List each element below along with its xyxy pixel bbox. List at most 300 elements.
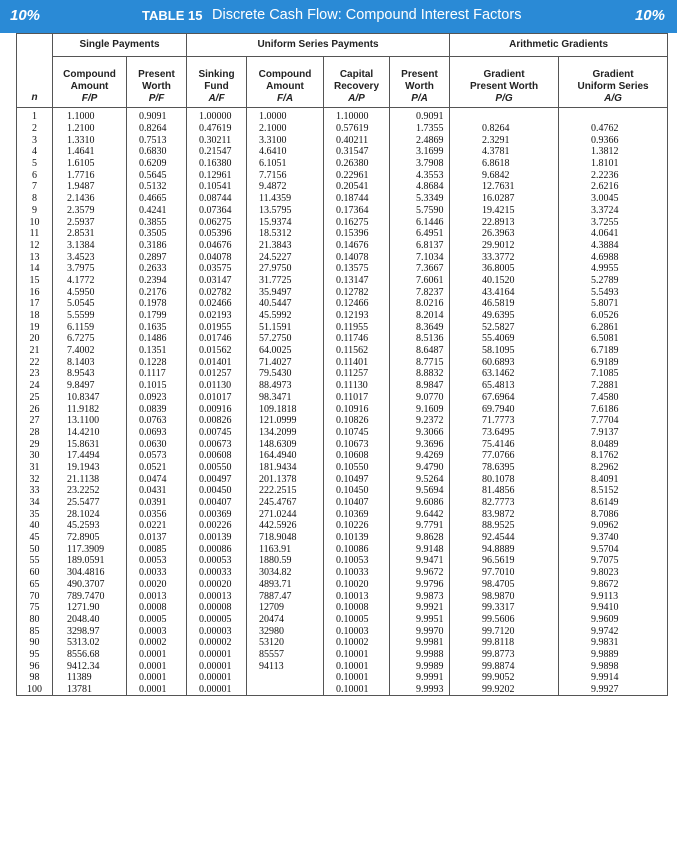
factor-cell: 94.8889 [450, 543, 559, 555]
period-cell: 28 [17, 427, 53, 439]
factor-cell: 9.9831 [559, 637, 668, 649]
factor-cell: 148.6309 [247, 438, 324, 450]
factor-cell: 0.0839 [127, 403, 187, 415]
factor-cell: 21.1138 [53, 473, 127, 485]
factor-cell: 6.8618 [450, 158, 559, 170]
factor-cell: 99.8773 [450, 649, 559, 661]
factor-cell: 0.10550 [324, 462, 390, 474]
factor-cell: 9.9113 [559, 590, 668, 602]
col-header-fa: Compound Amount F/A [247, 57, 324, 108]
factor-cell: 0.0008 [127, 602, 187, 614]
period-cell: 17 [17, 298, 53, 310]
factor-cell: 1880.59 [247, 555, 324, 567]
factor-cell: 45.2593 [53, 520, 127, 532]
factor-cell: 1.7355 [390, 123, 450, 135]
table-row [17, 380, 668, 392]
factor-cell: 0.00673 [187, 438, 247, 450]
factor-cell: 3.3724 [559, 205, 668, 217]
factor-cell: 0.2176 [127, 286, 187, 298]
factor-cell: 0.10053 [324, 555, 390, 567]
factor-cell: 9.9889 [559, 649, 668, 661]
factor-cell: 7.9137 [559, 427, 668, 439]
factor-cell: 13781 [53, 684, 127, 696]
table-row [17, 356, 668, 368]
factor-cell: 9.9148 [390, 543, 450, 555]
factor-cell: 9.5694 [390, 485, 450, 497]
factor-cell: 0.0003 [127, 625, 187, 637]
factor-cell: 0.10745 [324, 427, 390, 439]
factor-cell: 9.0962 [559, 520, 668, 532]
factor-cell: 0.10020 [324, 579, 390, 591]
factor-cell: 9.7075 [559, 555, 668, 567]
factor-cell: 1.4641 [53, 146, 127, 158]
factor-cell: 0.0013 [127, 590, 187, 602]
factor-cell: 0.0923 [127, 392, 187, 404]
factor-cell: 6.0526 [559, 310, 668, 322]
factor-cell: 1.1000 [53, 108, 127, 123]
factor-cell: 8.5152 [559, 485, 668, 497]
table-row [17, 427, 668, 439]
period-cell: 18 [17, 310, 53, 322]
period-cell: 6 [17, 169, 53, 181]
factor-cell: 9.9970 [390, 625, 450, 637]
factor-cell: 9.0770 [390, 392, 450, 404]
factor-cell: 9.9672 [390, 567, 450, 579]
period-cell: 65 [17, 579, 53, 591]
table-row [17, 473, 668, 485]
factor-cell: 98.3471 [247, 392, 324, 404]
table-row [17, 169, 668, 181]
factor-cell: 7.1034 [390, 251, 450, 263]
period-cell: 15 [17, 275, 53, 287]
factor-cell: 85557 [247, 649, 324, 661]
factor-cell: 0.12782 [324, 286, 390, 298]
factor-cell: 0.05396 [187, 228, 247, 240]
period-cell: 7 [17, 181, 53, 193]
factor-cell: 8.9847 [390, 380, 450, 392]
compound-interest-factor-table [16, 33, 668, 696]
factor-cell: 0.40211 [324, 134, 390, 146]
table-row [17, 275, 668, 287]
table-row [17, 146, 668, 158]
factor-cell: 0.11562 [324, 345, 390, 357]
factor-cell: 6.8137 [390, 240, 450, 252]
factor-cell: 1.2100 [53, 123, 127, 135]
table-row [17, 567, 668, 579]
factor-cell: 7.3667 [390, 263, 450, 275]
period-cell: 34 [17, 497, 53, 509]
factor-cell: 26.3963 [450, 228, 559, 240]
factor-cell: 9.4269 [390, 450, 450, 462]
factor-cell: 181.9434 [247, 462, 324, 474]
factor-cell: 40.1520 [450, 275, 559, 287]
factor-cell: 0.04676 [187, 240, 247, 252]
factor-cell: 0.00020 [187, 579, 247, 591]
factor-cell: 0.06275 [187, 216, 247, 228]
factor-cell: 69.7940 [450, 403, 559, 415]
factor-cell: 0.0431 [127, 485, 187, 497]
factor-cell: 201.1378 [247, 473, 324, 485]
table-row [17, 205, 668, 217]
factor-cell: 94113 [247, 660, 324, 672]
factor-cell: 2048.40 [53, 614, 127, 626]
factor-cell: 17.4494 [53, 450, 127, 462]
factor-cell: 11.9182 [53, 403, 127, 415]
factor-cell: 0.00497 [187, 473, 247, 485]
factor-cell: 0.01955 [187, 321, 247, 333]
table-row [17, 415, 668, 427]
factor-cell: 4893.71 [247, 579, 324, 591]
period-cell: 35 [17, 508, 53, 520]
factor-cell: 0.0033 [127, 567, 187, 579]
factor-cell: 0.12193 [324, 310, 390, 322]
factor-cell: 21.3843 [247, 240, 324, 252]
factor-cell: 9.9898 [559, 660, 668, 672]
factor-cell: 0.0001 [127, 660, 187, 672]
factor-cell: 0.1978 [127, 298, 187, 310]
table-row [17, 403, 668, 415]
factor-cell: 15.8631 [53, 438, 127, 450]
table-row [17, 450, 668, 462]
factor-cell: 1.00000 [187, 108, 247, 123]
factor-cell: 0.02782 [187, 286, 247, 298]
factor-cell: 1271.90 [53, 602, 127, 614]
factor-cell: 13.5795 [247, 205, 324, 217]
factor-cell: 88.9525 [450, 520, 559, 532]
factor-cell: 1.0000 [247, 108, 324, 123]
factor-cell: 4.3884 [559, 240, 668, 252]
factor-cell: 2.1436 [53, 193, 127, 205]
period-cell: 24 [17, 380, 53, 392]
factor-cell: 0.10450 [324, 485, 390, 497]
factor-cell: 0.10003 [324, 625, 390, 637]
factor-cell: 31.7725 [247, 275, 324, 287]
factor-cell: 271.0244 [247, 508, 324, 520]
factor-cell: 5313.02 [53, 637, 127, 649]
factor-cell: 24.5227 [247, 251, 324, 263]
factor-cell: 117.3909 [53, 543, 127, 555]
arithmetic-gradients-header: Arithmetic Gradients [450, 34, 668, 57]
factor-cell: 6.2861 [559, 321, 668, 333]
factor-cell: 9.3066 [390, 427, 450, 439]
factor-cell: 121.0999 [247, 415, 324, 427]
factor-cell: 0.7513 [127, 134, 187, 146]
factor-cell [450, 108, 559, 123]
factor-cell: 0.00407 [187, 497, 247, 509]
factor-cell: 14.4210 [53, 427, 127, 439]
period-cell: 45 [17, 532, 53, 544]
factor-cell: 0.3186 [127, 240, 187, 252]
period-cell: 50 [17, 543, 53, 555]
factor-cell: 71.7773 [450, 415, 559, 427]
factor-cell: 9.2372 [390, 415, 450, 427]
factor-cell: 0.4762 [559, 123, 668, 135]
factor-cell: 9.9989 [390, 660, 450, 672]
factor-cell: 0.02466 [187, 298, 247, 310]
factor-cell: 0.10139 [324, 532, 390, 544]
factor-cell: 10.8347 [53, 392, 127, 404]
table-row [17, 579, 668, 591]
factor-cell: 40.5447 [247, 298, 324, 310]
factor-cell: 0.00008 [187, 602, 247, 614]
factor-cell: 0.10005 [324, 614, 390, 626]
table-row [17, 181, 668, 193]
period-cell: 40 [17, 520, 53, 532]
factor-cell: 67.6964 [450, 392, 559, 404]
factor-cell: 0.9366 [559, 134, 668, 146]
factor-cell: 8.1762 [559, 450, 668, 462]
table-row [17, 660, 668, 672]
factor-cell: 0.0573 [127, 450, 187, 462]
factor-cell: 0.11017 [324, 392, 390, 404]
factor-cell: 51.1591 [247, 321, 324, 333]
factor-cell: 6.1446 [390, 216, 450, 228]
factor-cell: 8.7715 [390, 356, 450, 368]
period-cell: 1 [17, 108, 53, 123]
factor-cell: 4.3553 [390, 169, 450, 181]
factor-cell: 6.5081 [559, 333, 668, 345]
factor-cell: 7.1085 [559, 368, 668, 380]
factor-cell: 35.9497 [247, 286, 324, 298]
factor-cell: 0.08744 [187, 193, 247, 205]
factor-cell: 9.9873 [390, 590, 450, 602]
table-row [17, 684, 668, 696]
factor-cell: 0.47619 [187, 123, 247, 135]
table-row [17, 298, 668, 310]
table-row [17, 520, 668, 532]
interest-rate-right: 10% [634, 7, 665, 24]
factor-cell: 1.3812 [559, 146, 668, 158]
period-cell: 21 [17, 345, 53, 357]
factor-cell: 0.0521 [127, 462, 187, 474]
factor-cell: 9412.34 [53, 660, 127, 672]
factor-cell: 9.9914 [559, 672, 668, 684]
factor-cell: 72.8905 [53, 532, 127, 544]
col-header-af: Sinking Fund A/F [187, 57, 247, 108]
factor-cell: 0.00013 [187, 590, 247, 602]
factor-cell: 19.1943 [53, 462, 127, 474]
factor-cell: 9.6086 [390, 497, 450, 509]
factor-cell: 6.7189 [559, 345, 668, 357]
table-row [17, 532, 668, 544]
factor-cell: 0.00053 [187, 555, 247, 567]
table-row [17, 637, 668, 649]
factor-cell: 0.00139 [187, 532, 247, 544]
factor-cell: 25.5477 [53, 497, 127, 509]
factor-cell: 442.5926 [247, 520, 324, 532]
factor-cell: 0.10001 [324, 649, 390, 661]
factor-cell: 7.2881 [559, 380, 668, 392]
period-cell: 30 [17, 450, 53, 462]
table-title-bar [0, 0, 677, 33]
factor-cell: 0.57619 [324, 123, 390, 135]
col-header-fp: Compound Amount F/P [53, 57, 127, 108]
factor-cell: 0.10002 [324, 637, 390, 649]
factor-cell: 134.2099 [247, 427, 324, 439]
period-cell: 75 [17, 602, 53, 614]
factor-cell: 3.4523 [53, 251, 127, 263]
factor-cell: 57.2750 [247, 333, 324, 345]
factor-cell: 0.20541 [324, 181, 390, 193]
factor-cell: 46.5819 [450, 298, 559, 310]
period-cell: 27 [17, 415, 53, 427]
factor-cell: 0.00001 [187, 672, 247, 684]
factor-cell: 0.10013 [324, 590, 390, 602]
factor-cell: 65.4813 [450, 380, 559, 392]
factor-cell: 0.00369 [187, 508, 247, 520]
factor-cell: 0.10226 [324, 520, 390, 532]
factor-cell: 9.9951 [390, 614, 450, 626]
table-row [17, 228, 668, 240]
factor-cell: 0.01017 [187, 392, 247, 404]
factor-cell: 0.16275 [324, 216, 390, 228]
factor-cell: 29.9012 [450, 240, 559, 252]
factor-cell: 0.9091 [390, 108, 450, 123]
factor-cell: 0.00226 [187, 520, 247, 532]
factor-cell: 0.1015 [127, 380, 187, 392]
factor-cell: 0.18744 [324, 193, 390, 205]
factor-cell: 22.8913 [450, 216, 559, 228]
factor-cell: 0.00550 [187, 462, 247, 474]
factor-cell: 2.6216 [559, 181, 668, 193]
factor-cell: 0.11746 [324, 333, 390, 345]
factor-cell: 3.7975 [53, 263, 127, 275]
factor-cell: 83.9872 [450, 508, 559, 520]
factor-cell: 0.13575 [324, 263, 390, 275]
period-cell: 5 [17, 158, 53, 170]
table-row [17, 614, 668, 626]
factor-cell: 0.17364 [324, 205, 390, 217]
single-payments-header: Single Payments [53, 34, 187, 57]
table-body [17, 108, 668, 696]
table-row [17, 485, 668, 497]
factor-cell: 0.8264 [127, 123, 187, 135]
table-row [17, 555, 668, 567]
factor-cell: 0.11130 [324, 380, 390, 392]
factor-cell: 0.10916 [324, 403, 390, 415]
factor-cell: 1.6105 [53, 158, 127, 170]
period-cell: 90 [17, 637, 53, 649]
factor-cell: 9.5704 [559, 543, 668, 555]
factor-cell: 9.9927 [559, 684, 668, 696]
factor-cell: 0.1635 [127, 321, 187, 333]
table-header [17, 34, 668, 108]
col-header-pa: Present Worth P/A [390, 57, 450, 108]
period-cell: 2 [17, 123, 53, 135]
period-cell: 70 [17, 590, 53, 602]
interest-rate-left: 10% [10, 7, 41, 24]
factor-cell: 8.2014 [390, 310, 450, 322]
factor-cell: 0.5645 [127, 169, 187, 181]
factor-cell: 5.8071 [559, 298, 668, 310]
factor-cell: 92.4544 [450, 532, 559, 544]
factor-cell: 80.1078 [450, 473, 559, 485]
factor-cell: 8.6149 [559, 497, 668, 509]
factor-cell: 0.00033 [187, 567, 247, 579]
factor-cell: 81.4856 [450, 485, 559, 497]
factor-cell: 4.3781 [450, 146, 559, 158]
factor-cell: 0.02193 [187, 310, 247, 322]
factor-cell: 5.5493 [559, 286, 668, 298]
factor-cell: 5.0545 [53, 298, 127, 310]
factor-cell: 0.6209 [127, 158, 187, 170]
period-cell: 25 [17, 392, 53, 404]
factor-cell: 0.00608 [187, 450, 247, 462]
factor-cell: 2.1000 [247, 123, 324, 135]
factor-cell: 0.1351 [127, 345, 187, 357]
factor-cell: 8.3649 [390, 321, 450, 333]
factor-cell: 0.0001 [127, 684, 187, 696]
factor-cell: 9.3696 [390, 438, 450, 450]
table-row [17, 123, 668, 135]
factor-cell: 64.0025 [247, 345, 324, 357]
factor-cell: 2.8531 [53, 228, 127, 240]
factor-cell: 98.9870 [450, 590, 559, 602]
factor-cell: 5.7590 [390, 205, 450, 217]
factor-cell: 0.2633 [127, 263, 187, 275]
table-row [17, 368, 668, 380]
table-row [17, 625, 668, 637]
factor-cell: 8.5136 [390, 333, 450, 345]
factor-cell: 3.7908 [390, 158, 450, 170]
table-row [17, 321, 668, 333]
factor-cell: 0.0085 [127, 543, 187, 555]
factor-cell: 12709 [247, 602, 324, 614]
factor-cell: 99.8874 [450, 660, 559, 672]
factor-cell [247, 672, 324, 684]
factor-cell: 0.10001 [324, 684, 390, 696]
factor-cell: 0.10541 [187, 181, 247, 193]
factor-cell: 0.0391 [127, 497, 187, 509]
factor-cell: 0.31547 [324, 146, 390, 158]
factor-cell: 5.5599 [53, 310, 127, 322]
factor-cell: 9.9981 [390, 637, 450, 649]
factor-cell: 0.6830 [127, 146, 187, 158]
factor-cell: 0.0002 [127, 637, 187, 649]
period-cell: 4 [17, 146, 53, 158]
factor-cell: 0.2394 [127, 275, 187, 287]
factor-cell: 3298.97 [53, 625, 127, 637]
factor-cell: 0.00003 [187, 625, 247, 637]
factor-cell: 9.1609 [390, 403, 450, 415]
table-caption: Discrete Cash Flow: Compound Interest Factors [212, 7, 522, 23]
factor-cell: 8.1403 [53, 356, 127, 368]
factor-cell: 245.4767 [247, 497, 324, 509]
factor-cell: 49.6395 [450, 310, 559, 322]
table-row [17, 543, 668, 555]
factor-cell: 73.6495 [450, 427, 559, 439]
table-row [17, 263, 668, 275]
factor-cell: 3.1699 [390, 146, 450, 158]
factor-cell: 58.1095 [450, 345, 559, 357]
factor-cell: 0.1117 [127, 368, 187, 380]
factor-cell: 5.3349 [390, 193, 450, 205]
factor-cell: 0.00916 [187, 403, 247, 415]
factor-cell: 20474 [247, 614, 324, 626]
factor-cell: 11389 [53, 672, 127, 684]
period-cell: 20 [17, 333, 53, 345]
factor-cell: 0.00002 [187, 637, 247, 649]
factor-cell: 0.07364 [187, 205, 247, 217]
factor-cell: 0.0020 [127, 579, 187, 591]
factor-cell: 0.14676 [324, 240, 390, 252]
factor-cell: 78.6395 [450, 462, 559, 474]
factor-cell: 98.4705 [450, 579, 559, 591]
factor-cell: 0.0763 [127, 415, 187, 427]
factor-cell: 0.04078 [187, 251, 247, 263]
factor-cell: 0.4241 [127, 205, 187, 217]
factor-cell: 9.9993 [390, 684, 450, 696]
